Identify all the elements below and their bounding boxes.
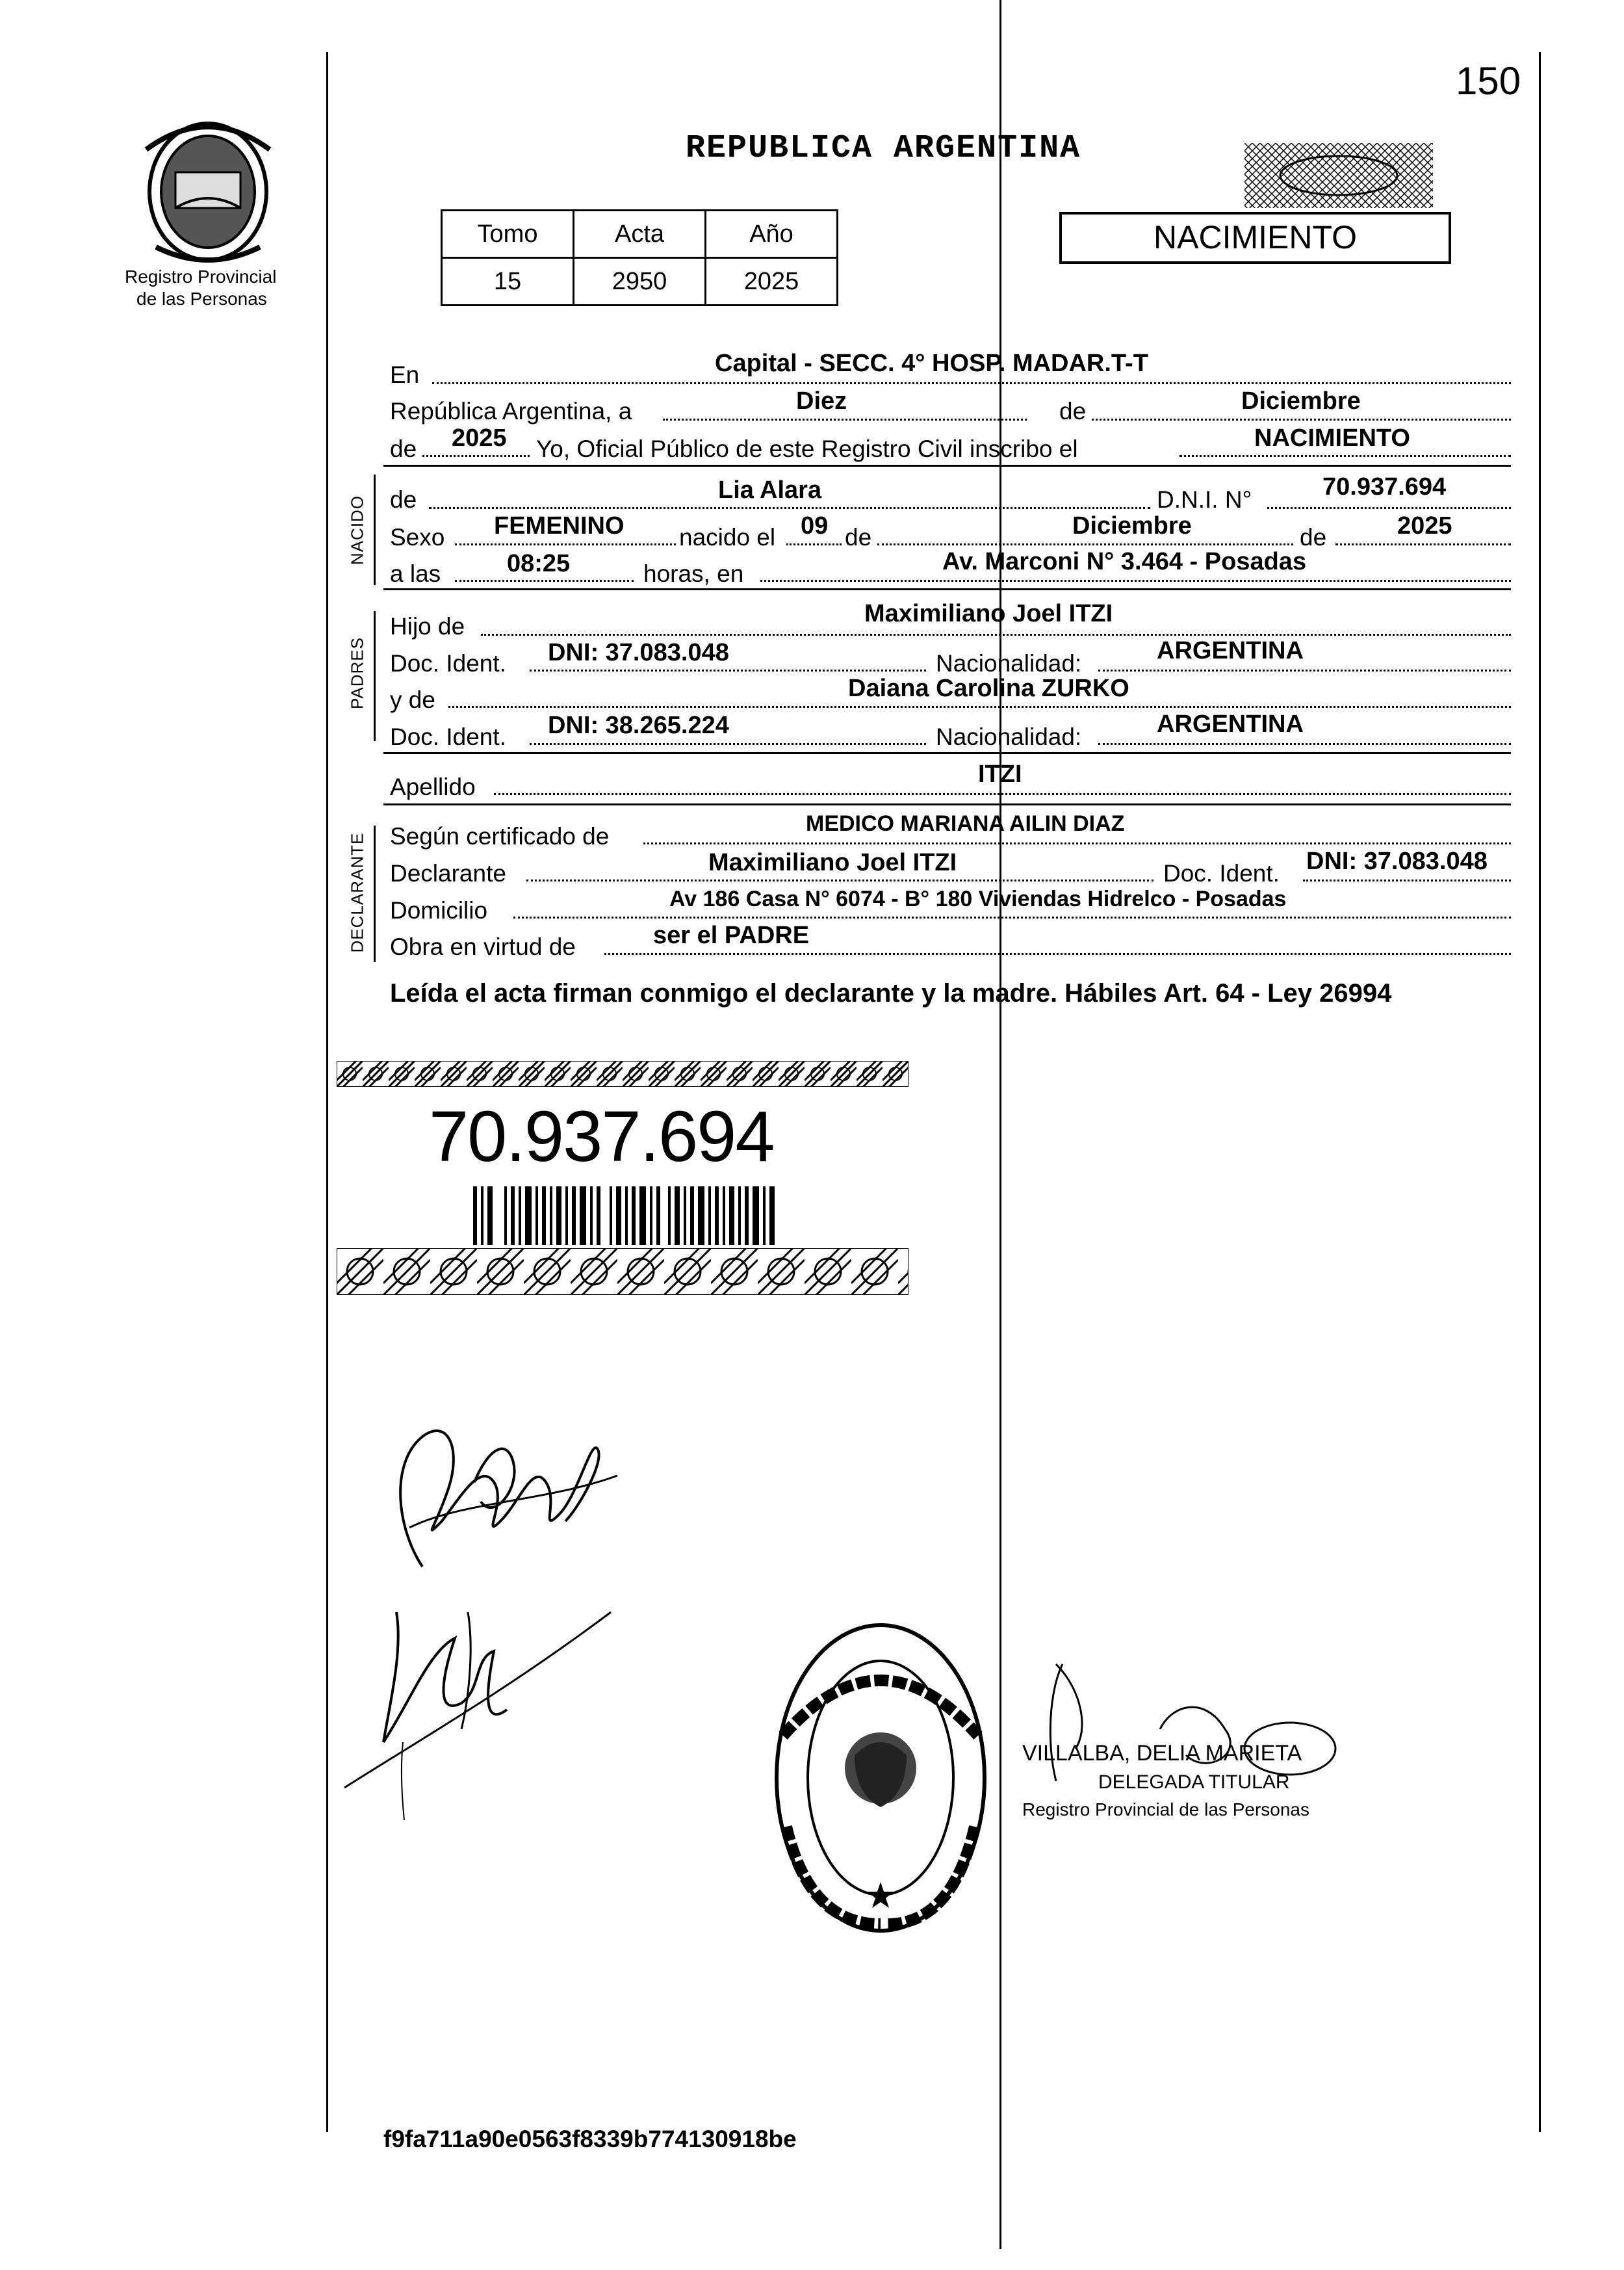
- label-y-de: y de: [390, 686, 435, 713]
- dotted-line: [663, 419, 1027, 421]
- value-sexo: FEMENINO: [494, 512, 625, 540]
- value-declarante-dni: DNI: 37.083.048: [1306, 848, 1488, 875]
- label-doc-ident2: Doc. Ident.: [390, 724, 506, 750]
- value-madre-dni: DNI: 38.265.224: [548, 712, 729, 739]
- dotted-line: [530, 670, 926, 672]
- security-band-bottom: [337, 1248, 909, 1295]
- value-madre-nac: ARGENTINA: [1157, 711, 1304, 738]
- label-apellido: Apellido: [390, 774, 476, 800]
- official-role: DELEGADA TITULAR: [1098, 1771, 1290, 1793]
- dotted-line: [1092, 419, 1511, 421]
- value-obra: ser el PADRE: [653, 922, 810, 949]
- section-label-declarante: DECLARANTE: [347, 832, 367, 953]
- dotted-line: [604, 953, 1511, 955]
- label-doc-ident1: Doc. Ident.: [390, 650, 506, 677]
- value-padre-nac: ARGENTINA: [1157, 637, 1304, 664]
- security-emblem-icon: [1244, 143, 1433, 208]
- label-en: En: [390, 361, 420, 388]
- dotted-line: [1179, 455, 1511, 457]
- value-dia-nac: 09: [801, 512, 829, 540]
- dotted-line: [432, 382, 1511, 384]
- registry-table-header: [442, 211, 838, 258]
- barcode-icon: [473, 1186, 779, 1245]
- dotted-line: [513, 917, 1511, 919]
- provincial-seal-icon: [130, 111, 286, 267]
- org-name-line2: de las Personas: [136, 289, 267, 309]
- label-de2: de: [390, 436, 417, 462]
- table-value-tomo: 15: [442, 258, 574, 306]
- mother-signature: [338, 1573, 637, 1820]
- value-lugar: Capital - SECC. 4° HOSP. MADAR.T-T: [715, 350, 1148, 377]
- registry-table: [441, 209, 838, 306]
- value-mes-nac: Diciembre: [1072, 512, 1192, 540]
- table-header-anio: Año: [706, 211, 838, 258]
- dotted-line: [455, 580, 634, 582]
- org-name-line1: Registro Provincial: [125, 267, 277, 287]
- registry-table-row: [442, 258, 838, 306]
- left-margin-line: [326, 52, 328, 2132]
- divider: [383, 752, 1511, 754]
- label-doc-ident3: Doc. Ident.: [1163, 860, 1280, 887]
- dotted-line: [643, 842, 1511, 844]
- divider: [383, 803, 1511, 805]
- declarant-signature: [383, 1411, 630, 1580]
- document-title: REPUBLICA ARGENTINA: [686, 130, 1081, 167]
- value-lugar-nac: Av. Marconi N° 3.464 - Posadas: [942, 548, 1307, 575]
- value-anio: 2025: [452, 424, 507, 452]
- dotted-line: [877, 543, 1293, 545]
- dni-banner-number: 70.937.694: [429, 1097, 774, 1177]
- section-label-nacido: NACIDO: [347, 495, 367, 566]
- dotted-line: [1098, 670, 1511, 672]
- dotted-line: [422, 455, 530, 457]
- value-certificado: MEDICO MARIANA AILIN DIAZ: [806, 811, 1125, 836]
- dotted-line: [1267, 507, 1511, 509]
- value-hora: 08:25: [507, 550, 571, 577]
- label-de-anio: de: [1300, 524, 1327, 551]
- closing-statement: Leída el acta firman conmigo el declarante y la madre. Hábiles Art. 64 - Ley 26994: [390, 979, 1392, 1008]
- label-obra: Obra en virtud de: [390, 933, 576, 960]
- label-horas-en: horas, en: [643, 560, 744, 587]
- label-hijo-de: Hijo de: [390, 613, 465, 640]
- declarante-bracket: [374, 826, 376, 962]
- value-acto: NACIMIENTO: [1254, 424, 1410, 452]
- dotted-line: [429, 507, 1150, 509]
- official-name: VILLALBA, DELIA MARIETA: [1022, 1741, 1302, 1766]
- label-yo: Yo, Oficial Público de este Registro Civil inscribo el: [536, 436, 1078, 462]
- table-value-anio: 2025: [706, 258, 838, 306]
- label-nacionalidad1: Nacionalidad:: [936, 650, 1082, 677]
- dotted-line: [1303, 880, 1511, 881]
- value-apellido: ITZI: [978, 761, 1022, 788]
- label-de-mes: de: [845, 524, 872, 551]
- right-margin-line: [1539, 52, 1541, 2132]
- dotted-line: [1335, 543, 1511, 545]
- record-type-box: NACIMIENTO: [1059, 212, 1451, 264]
- divider: [383, 465, 1511, 467]
- value-dni: 70.937.694: [1322, 473, 1447, 501]
- label-domicilio: Domicilio: [390, 897, 488, 924]
- center-fold-line: [999, 0, 1001, 2249]
- dotted-line: [455, 543, 676, 545]
- label-dni: D.N.I. N°: [1157, 486, 1252, 513]
- value-nombre: Lia Alara: [718, 476, 822, 504]
- value-domicilio: Av 186 Casa N° 6074 - B° 180 Viviendas Hidrelco - Posadas: [669, 887, 1287, 911]
- label-segun: Según certificado de: [390, 823, 610, 850]
- value-padre-dni: DNI: 37.083.048: [548, 639, 729, 666]
- value-anio-nac: 2025: [1397, 512, 1452, 540]
- value-dia: Diez: [796, 387, 847, 415]
- table-value-acta: 2950: [574, 258, 706, 306]
- label-nacido-el: nacido el: [679, 524, 776, 551]
- value-mes: Diciembre: [1241, 387, 1361, 415]
- table-header-acta: Acta: [574, 211, 706, 258]
- divider: [383, 588, 1511, 590]
- dotted-line: [530, 743, 926, 745]
- dotted-line: [526, 880, 1154, 881]
- label-republica: República Argentina, a: [390, 398, 632, 424]
- official-org: Registro Provincial de las Personas: [1022, 1799, 1309, 1820]
- dotted-line: [786, 543, 842, 545]
- value-padre: Maximiliano Joel ITZI: [864, 600, 1113, 627]
- value-declarante: Maximiliano Joel ITZI: [708, 849, 957, 876]
- dotted-line: [760, 580, 1511, 582]
- label-a-las: a las: [390, 560, 441, 587]
- table-header-tomo: Tomo: [442, 211, 574, 258]
- value-madre: Daiana Carolina ZURKO: [848, 675, 1129, 702]
- section-label-padres: PADRES: [347, 637, 367, 709]
- dotted-line: [494, 793, 1511, 795]
- official-stamp-icon: [770, 1619, 991, 1937]
- label-nacionalidad2: Nacionalidad:: [936, 724, 1082, 750]
- label-de-nacido: de: [390, 486, 417, 513]
- dotted-line: [481, 634, 1511, 636]
- label-de: de: [1059, 398, 1087, 424]
- padres-bracket: [374, 611, 376, 741]
- label-declarante: Declarante: [390, 860, 506, 887]
- security-band-top: [337, 1061, 909, 1087]
- dotted-line: [1098, 743, 1511, 745]
- nacido-bracket: [374, 475, 376, 585]
- dotted-line: [448, 706, 1511, 708]
- label-sexo: Sexo: [390, 524, 445, 551]
- page-number: 150: [1456, 59, 1521, 103]
- document-hash: f9fa711a90e0563f8339b774130918be: [383, 2126, 797, 2152]
